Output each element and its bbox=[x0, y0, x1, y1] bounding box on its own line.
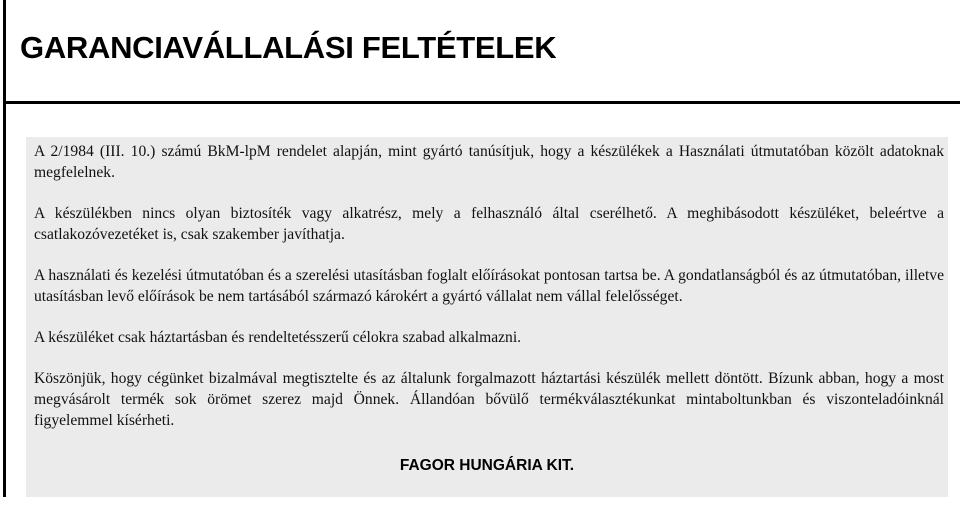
page-title: GARANCIAVÁLLALÁSI FELTÉTELEK bbox=[20, 30, 557, 65]
company-signature: FAGOR HUNGÁRIA KIT. bbox=[399, 457, 575, 474]
title-divider bbox=[3, 101, 960, 104]
paragraph-thanks: Köszönjük, hogy cégünket bizalmával megtisztelte és az általunk forgalmazott háztartási készülék mellett döntött. Bízunk abban, hogy a most megvásárolt termék sok örömet szerez majd Önnek. Állandóan bővülő termékválasztékunkat mintaboltunkban és viszonteladóinknál figyelemmel kísérheti. bbox=[34, 370, 944, 429]
left-border-rule bbox=[3, 0, 6, 497]
paragraph-repair: A készülékben nincs olyan biztosíték vagy alkatrész, mely a felhasználó által cserélhető. A meghibásodott készüléket, beleértve a csatlakozóvezetéket is, csak szakember javíthatja. bbox=[34, 205, 944, 243]
warranty-terms-body bbox=[34, 141, 944, 451]
paragraph-regulation: A 2/1984 (III. 10.) számú BkM-lpM rendelet alapján, mint gyártó tanúsítjuk, hogy a készülékek a Használati útmutatóban közölt adatoknak megfelelnek. bbox=[34, 143, 944, 181]
paragraph-household-use: A készüléket csak háztartásban és rendeltetésszerű célokra szabad alkalmazni. bbox=[34, 329, 522, 346]
paragraph-instructions: A használati és kezelési útmutatóban és a szerelési utasításban foglalt előírásokat pontosan tartsa be. A gondatlanságból és az útmutatóban, illetve utasításban levő előírások be nem tartásából származó károkért a gyártó vállalat nem vállal felelősséget. bbox=[34, 267, 944, 305]
